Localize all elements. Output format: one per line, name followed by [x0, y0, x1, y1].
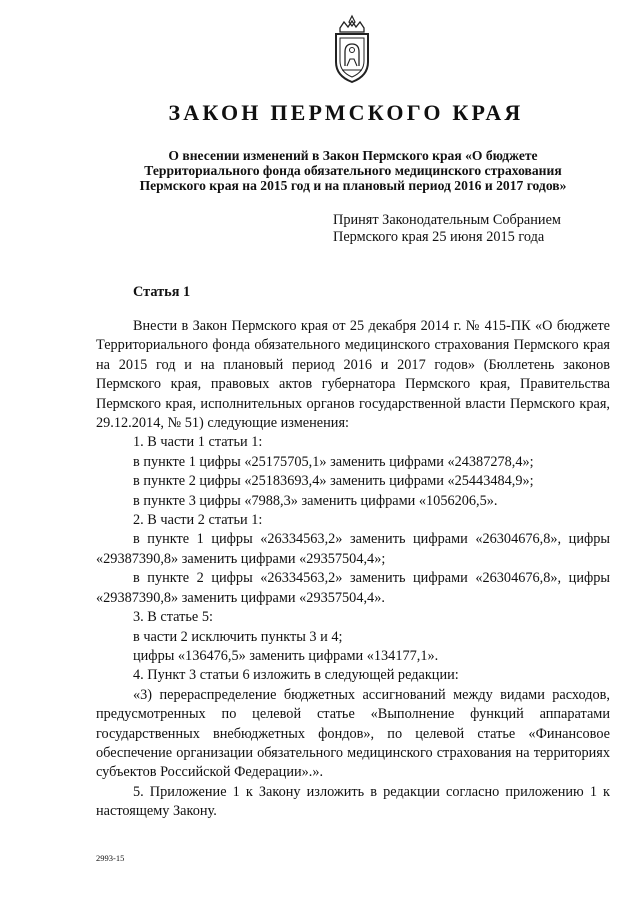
article-title: Статья 1: [133, 284, 191, 300]
item-paragraph: в пункте 1 цифры «26334563,2» заменить цифрами «26304676,8», цифры «29387390,8» заменить цифрами «29357504,4»;: [96, 531, 610, 567]
subtitle-line: Пермского края на 2015 год и на плановый период 2016 и 2017 годов»: [139, 178, 567, 193]
coat-of-arms-icon: [328, 14, 376, 84]
item-paragraph: в пункте 2 цифры «26334563,2» заменить цифрами «26304676,8», цифры «29387390,8» заменить цифрами «29357504,4».: [96, 570, 610, 606]
adoption-line: Принят Законодательным Собранием: [333, 212, 561, 228]
item-line: в части 2 исключить пункты 3 и 4;: [133, 628, 343, 645]
item-heading: 3. В статье 5:: [133, 609, 213, 626]
subtitle-line: Территориального фонда обязательного медицинского страхования: [144, 163, 562, 178]
item-line: в пункте 3 цифры «7988,3» заменить цифрами «1056206,5».: [133, 492, 498, 509]
intro-paragraph: Внести в Закон Пермского края от 25 декабря 2014 г. № 415-ПК «О бюджете Территориального фонда обязательного медицинского страхования Пермского края на 2015 год и на плановый период 2016 и 2017 годов» (Бюллетень законов Пермского края, правовых актов губернатора Пермского края, Правительства Пермского края, исполнительных органов государственной власти Пермского края, 29.12.2014, № 51) следующие изменения:: [96, 318, 610, 432]
item-line: цифры «136476,5» заменить цифрами «134177,1».: [133, 647, 439, 664]
law-subtitle: [98, 148, 608, 193]
adoption-note: [333, 212, 561, 246]
item-heading: 1. В части 1 статьи 1:: [133, 434, 263, 451]
quoted-paragraph: «3) перераспределение бюджетных ассигнований между видами расходов, предусмотренных по целевой статье «Выполнение функций аппаратами государственных внебюджетных фондов», по целевой статье «Финансовое обеспечение организации обязательного медицинского страхования на территориях субъектов Российской Федерации».».: [96, 686, 610, 781]
adoption-line: Пермского края 25 июня 2015 года: [333, 229, 545, 245]
item-heading: 2. В части 2 статьи 1:: [133, 512, 263, 529]
footer-code: 2993-15: [96, 853, 125, 863]
subtitle-line: О внесении изменений в Закон Пермского края «О бюджете: [168, 148, 538, 163]
item-paragraph: 5. Приложение 1 к Закону изложить в редакции согласно приложению 1 к настоящему Закону.: [96, 783, 610, 820]
article-body: [96, 317, 610, 822]
item-line: в пункте 1 цифры «25175705,1» заменить цифрами «24387278,4»;: [133, 453, 534, 470]
item-heading: 4. Пункт 3 статьи 6 изложить в следующей редакции:: [133, 667, 459, 684]
law-title: ЗАКОН ПЕРМСКОГО КРАЯ: [168, 100, 524, 125]
item-line: в пункте 2 цифры «25183693,4» заменить цифрами «25443484,9»;: [133, 473, 534, 490]
